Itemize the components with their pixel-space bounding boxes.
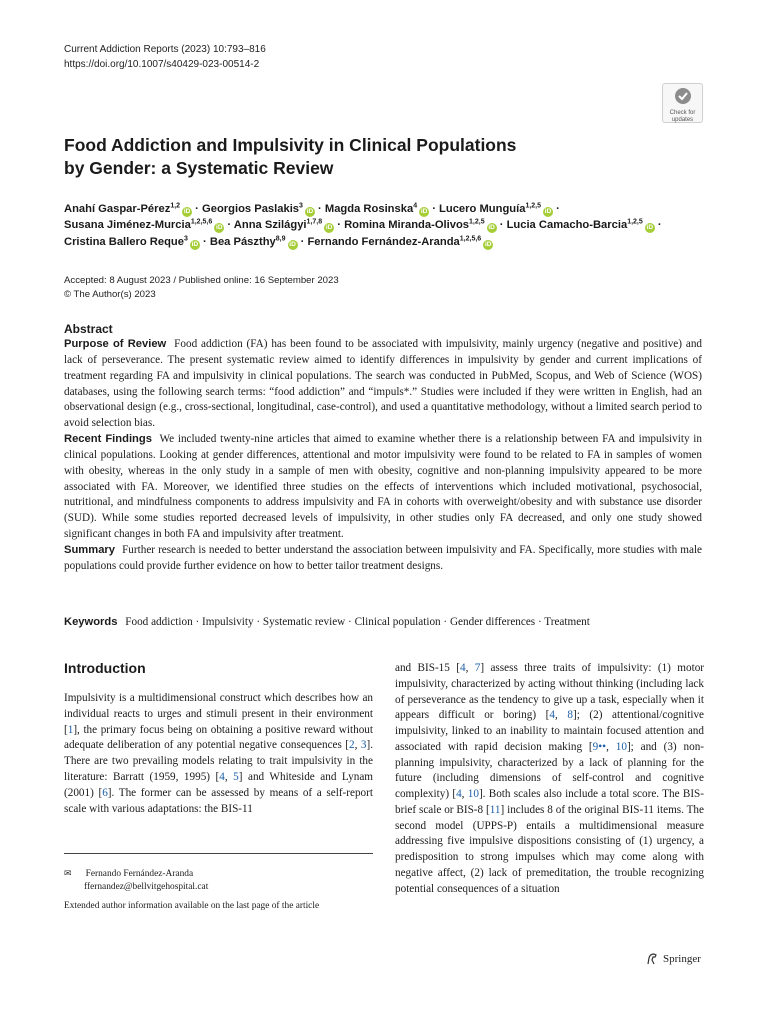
orcid-icon[interactable]: iD: [325, 224, 333, 232]
footnote-divider: [64, 853, 373, 854]
abstract-text: Food addiction (FA) has been found to be associated with impulsivity, mainly urgency (negative and positive) and lack of perseverance. The present systematic review aimed to identify differences in impulsivity by gender and current implications of treatment regarding FA and impulsivity in clinical populations. The search was conducted in PubMed, Scopus, and Web of Science (WOS) databases, using the following search terms: “food addiction” and “impuls*.” Studies were included if they were written in English, had an observational design (e.g., cross-sectional, longitudinal, case-control), and used a quantitative methodology, without a limited search period to avoid selection bias.: [64, 338, 703, 430]
author-name: Lucero Munguía: [439, 203, 526, 215]
author-name: Romina Miranda-Olivos: [344, 219, 470, 232]
author-name: Anna Szilágyi: [233, 219, 307, 232]
abstract-findings: [64, 432, 702, 543]
citation-link[interactable]: 2: [349, 739, 355, 752]
orcid-icon[interactable]: iD: [216, 224, 223, 232]
abstract-text: Further research is needed to better understand the association between impulsivity and FA. Specifically, more studies with male populations could provide further evidence on how to better tailor treatment designs.: [64, 543, 703, 572]
orcid-icon[interactable]: iD: [306, 208, 314, 215]
body-paragraph: Impulsivity is a multidimensional construct which describes how an individual reacts to urges and stimuli present in their environment [1], the primary focus being on obtaining a positive reward without adequate deliberation of any potential negative consequences [2, 3]. There are two prevailing models relating to trait impulsivity in the literature: Barratt (1959, 1995) [4, 5] and Whiteside and Lynam (2001) [6]. The former can be assessed by means of a self-report scale with various adaptations: the BIS-11: [64, 692, 373, 815]
author-name: Fernando Fernández-Aranda: [307, 235, 460, 248]
keywords: [64, 614, 704, 630]
author-name: Anahí Gaspar-Pérez: [64, 203, 171, 215]
accepted-published-dates: Accepted: 8 August 2023 / Published online: 16 September 2023: [64, 275, 339, 286]
author-separator: ·: [654, 219, 662, 232]
abstract-summary: [64, 543, 702, 575]
abstract-label: Recent Findings: [64, 433, 152, 446]
keywords-text: Food addiction · Impulsivity · Systematic review · Clinical population · Gender differences · Treatment: [125, 616, 590, 628]
crossmark-label-2: updates: [671, 117, 694, 123]
author-list: [64, 201, 704, 250]
abstract-label: Summary: [64, 543, 115, 556]
abstract-heading: Abstract: [64, 322, 113, 336]
author-affiliation: 3: [299, 202, 303, 210]
orcid-icon[interactable]: iD: [183, 208, 191, 215]
publisher-name: Springer: [663, 953, 701, 965]
journal-citation: [64, 42, 266, 72]
keywords-label: Keywords: [64, 616, 118, 628]
orcid-icon[interactable]: iD: [544, 208, 552, 215]
publisher-logo: [645, 952, 701, 966]
citation-link[interactable]: 10: [615, 740, 627, 753]
orcid-icon[interactable]: iD: [420, 208, 428, 215]
author-separator: ·: [192, 203, 203, 215]
citation-link[interactable]: 9••: [592, 740, 607, 753]
introduction-heading: Introduction: [64, 660, 146, 676]
copyright: © The Author(s) 2023: [64, 288, 156, 300]
citation-link[interactable]: 3: [360, 739, 367, 752]
author-separator: ·: [297, 235, 308, 248]
title-line-1: Food Addiction and Impulsivity in Clinical Populations: [64, 135, 517, 155]
citation-link[interactable]: 1: [67, 723, 74, 736]
abstract-purpose: [64, 337, 702, 432]
abstract-text: We included twenty-nine articles that aimed to examine whether there is a relationship between FA and impulsivity in clinical populations. Looking at gender differences, attentional and motor impulsivity were found to be related to FA in samples of women with obesity, whereas in the only study in a sample of men with obesity, cognitive and non-planning impulsivity appeared to be more associated with FA. Moreover, we identified three studies on the effects of interventions which included motivational, psychosocial, nutritional, and mindfulness components to address impulsivity and FA in cohorts with overweight/obesity and with substance use disorder (SUD). While some studies reported decreased levels of impulsivity, in other studies only FA decreased, and only one study showed significant changes in both FA and impulsivity after treatment.: [64, 433, 702, 541]
body-column-right: [395, 661, 704, 897]
author-separator: ·: [224, 219, 234, 232]
journal-reference: Current Addiction Reports (2023) 10:793–816: [64, 44, 266, 55]
citation-link[interactable]: 10: [467, 788, 479, 800]
citation-link[interactable]: 4: [456, 788, 462, 800]
corresponding-name: Fernando Fernández-Aranda: [85, 869, 194, 879]
citation-link[interactable]: 4: [219, 770, 225, 783]
author-name: Susana Jiménez-Murcia: [64, 219, 191, 232]
author-affiliation: 1,2,5: [627, 218, 643, 226]
author-name: Lucia Camacho-Barcia: [506, 219, 628, 232]
author-affiliation: 8,9: [275, 234, 286, 242]
body-column-left: [64, 691, 373, 817]
author-name: Bea Pászthy: [209, 235, 276, 248]
publication-dates: [64, 274, 339, 301]
citation-link[interactable]: 4: [459, 662, 466, 674]
author-affiliation: 1,2,5: [525, 202, 542, 210]
title-line-2: by Gender: a Systematic Review: [64, 158, 334, 178]
body-paragraph: and BIS-15 [4, 7] assess three traits of impulsivity: (1) motor impulsivity, characterized by acting without thinking (including lack of perseverance as the tendency to give up a task, especially when it appears difficult or boring) [4, 8]; (2) attentional/cognitive impulsivity, linked to an inability to maintain focused attention and associated with rapid decision making [9••, 10]; and (3) non-planning impulsivity, characterized by a lack of planning for the future (including dimensions of self-control and cognitive complexity) [4, 10]. Both scales also include a total score. The BIS-brief scale or BIS-8 [11] includes 8 of the original BIS-11 items. The second model (UPPS-P) entails a multidimensional measure addressing five impulsive dispositions consisting of (1) urgency, a predisposition to strong impulses which may come along with negative affect, (2) lack of premeditation, the trouble recognizing potential consequences of a situation: [395, 662, 705, 895]
crossmark-label-1: Check for: [669, 110, 696, 116]
orcid-icon[interactable]: iD: [191, 240, 199, 248]
citation-link[interactable]: 11: [489, 803, 501, 816]
orcid-icon[interactable]: iD: [488, 224, 495, 232]
author-name: Georgios Paslakis: [202, 203, 300, 215]
citation-link[interactable]: 6: [102, 786, 108, 799]
author-affiliation: 1,2,5,6: [459, 234, 482, 242]
citation-link[interactable]: 8: [567, 709, 573, 722]
author-separator: ·: [429, 203, 440, 215]
citation-link[interactable]: 7: [474, 662, 481, 674]
extended-author-info: Extended author information available on the last page of the article: [64, 901, 320, 911]
corresponding-author: [64, 866, 208, 894]
envelope-icon: ✉: [64, 868, 72, 878]
author-affiliation: 1,2: [170, 202, 181, 210]
springer-horse-icon: [645, 952, 659, 966]
author-affiliation: 4: [413, 202, 418, 210]
author-affiliation: 1,7,8: [306, 218, 323, 226]
doi-link[interactable]: https://doi.org/10.1007/s40429-023-00514-2: [64, 59, 260, 70]
citation-link[interactable]: 4: [549, 709, 555, 722]
citation-link[interactable]: 5: [233, 770, 239, 783]
author-name: Magda Rosinska: [324, 203, 414, 215]
author-separator: ·: [334, 219, 345, 232]
crossmark-icon: [674, 87, 692, 105]
author-affiliation: 3: [184, 234, 188, 242]
orcid-icon[interactable]: iD: [646, 224, 654, 232]
orcid-icon[interactable]: iD: [289, 240, 296, 248]
author-affiliation: 1,2,5,6: [190, 218, 213, 226]
check-for-updates-badge[interactable]: [662, 83, 703, 123]
corresponding-email[interactable]: ffernandez@bellvitgehospital.cat: [84, 882, 209, 892]
article-title: [64, 134, 624, 180]
author-separator: ·: [553, 203, 560, 215]
orcid-icon[interactable]: iD: [484, 240, 492, 248]
author-separator: ·: [199, 235, 210, 248]
author-affiliation: 1,2,5: [469, 218, 485, 226]
abstract-label: Purpose of Review: [64, 338, 167, 350]
author-separator: ·: [314, 203, 325, 215]
author-separator: ·: [496, 219, 507, 232]
author-name: Cristina Ballero Reque: [64, 235, 184, 248]
abstract-body: [64, 337, 702, 575]
